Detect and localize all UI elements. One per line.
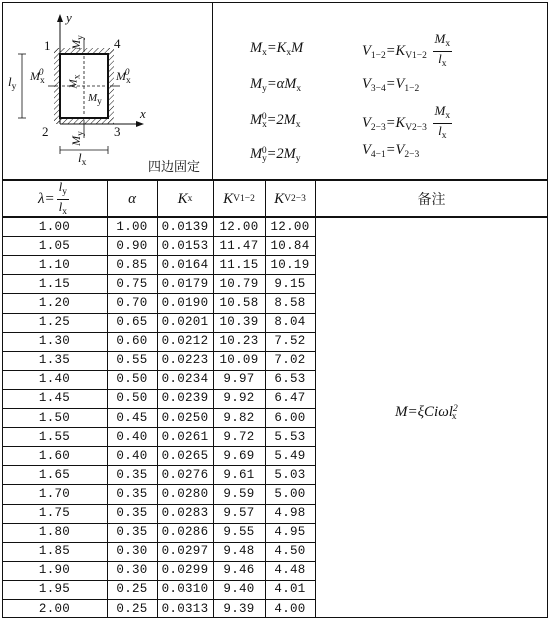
table-cell: 10.84 [270, 238, 310, 253]
table-cell: 4.98 [274, 506, 306, 521]
table-cell: 1.00 [38, 219, 71, 234]
table-cell: 2.00 [38, 601, 71, 616]
table-cell: 10.39 [219, 315, 259, 330]
table-cell: 0.0265 [161, 448, 209, 463]
table-cell: 0.0201 [161, 315, 209, 330]
table-cell: 0.25 [116, 601, 148, 616]
table-cell: 0.30 [116, 563, 148, 578]
table-cell: 6.47 [274, 391, 306, 406]
table-cell: 0.35 [116, 486, 148, 501]
fixed-plate-svg [8, 8, 208, 176]
table-cell: 10.23 [219, 334, 259, 349]
table-cell: 7.02 [274, 353, 306, 368]
formula-my0: $M_y^0=2M_y$ [250, 146, 301, 164]
table-cell: 0.40 [116, 429, 148, 444]
moment-label-my-center: $M_y$ [88, 92, 102, 107]
table-cell: 0.55 [116, 353, 148, 368]
table-cell: 6.00 [274, 410, 306, 425]
table-cell: 9.72 [223, 429, 255, 444]
axis-label-x: x [140, 106, 146, 121]
table-cell: 9.39 [223, 601, 255, 616]
table-cell: 5.03 [274, 467, 306, 482]
table-cell: 1.80 [38, 525, 71, 540]
header-kv23: K V2−3 [274, 190, 306, 207]
table-cell: 0.40 [116, 448, 148, 463]
header-kv12: K V1−2 [223, 190, 255, 207]
table-cell: 10.79 [219, 276, 259, 291]
header-remark: 备注 [417, 192, 446, 208]
moment-label-mx0-left: $M_x^0$ [30, 68, 45, 86]
table-cell: 5.00 [274, 486, 306, 501]
table-cell: 0.0297 [161, 544, 209, 559]
table-cell: 1.65 [38, 467, 71, 482]
table-cell: 0.60 [116, 334, 148, 349]
table-cell: 1.35 [38, 353, 71, 368]
table-cell: 1.45 [38, 391, 71, 406]
table-cell: 8.58 [274, 295, 306, 310]
table-cell: 1.50 [38, 410, 71, 425]
table-cell: 0.0164 [161, 257, 209, 272]
table-cell: 1.55 [38, 429, 71, 444]
table-cell: 0.25 [116, 582, 148, 597]
table-cell: 0.0299 [161, 563, 209, 578]
table-cell: 1.30 [38, 334, 71, 349]
dimension-ly: $l_y$ [8, 74, 17, 92]
table-column-rule [315, 179, 316, 618]
table-cell: 0.30 [116, 544, 148, 559]
table-cell: 9.48 [223, 544, 255, 559]
table-cell: 0.0261 [161, 429, 209, 444]
table-cell: 10.09 [219, 353, 259, 368]
table-cell: 10.19 [270, 257, 310, 272]
formula-v23: $V_{2-3}=K_{V2-3}$ $\frac{M_x}{l_x}$ [362, 103, 451, 141]
table-cell: 1.20 [38, 295, 71, 310]
moment-label-my0-bottom: $M_y$ [68, 131, 86, 146]
table-cell: 0.70 [116, 295, 148, 310]
table-cell: 9.97 [223, 372, 255, 387]
table-cell: 1.95 [38, 582, 71, 597]
table-cell: 1.70 [38, 486, 71, 501]
table-cell: 1.00 [116, 219, 148, 234]
moment-label-my0-top: $M_y$ [68, 35, 86, 50]
top-divider [212, 2, 213, 180]
table-cell: 11.15 [219, 257, 259, 272]
table-cell: 0.0234 [161, 372, 209, 387]
axis-label-y: y [66, 10, 72, 25]
table-cell: 0.35 [116, 467, 148, 482]
header-kx: K x [177, 190, 193, 207]
corner-label-1: 1 [44, 38, 51, 53]
table-cell: 0.0276 [161, 467, 209, 482]
table-cell: 9.59 [223, 486, 255, 501]
table-cell: 0.0223 [161, 353, 209, 368]
table-cell: 12.00 [219, 219, 259, 234]
table-cell: 1.75 [38, 506, 71, 521]
formula-v34: $V_{3-4}=V_{1-2}$ [362, 76, 420, 94]
table-cell: 0.0212 [161, 334, 209, 349]
table-cell: 0.0280 [161, 486, 209, 501]
table-cell: 9.15 [274, 276, 306, 291]
table-cell: 9.55 [223, 525, 255, 540]
table-cell: 1.25 [38, 315, 71, 330]
table-cell: 0.0190 [161, 295, 209, 310]
diagram-caption: 四边固定 [148, 160, 201, 175]
corner-label-4: 4 [114, 36, 121, 51]
table-cell: 1.40 [38, 372, 71, 387]
table-cell: 1.05 [38, 238, 71, 253]
dimension-lx: $l_x$ [78, 150, 87, 168]
table-cell: 0.35 [116, 506, 148, 521]
table-cell: 0.45 [116, 410, 148, 425]
moment-label-mx0-right: $M_x^0$ [116, 68, 131, 86]
table-cell: 9.69 [223, 448, 255, 463]
table-cell: 4.01 [274, 582, 306, 597]
table-cell: 0.50 [116, 391, 148, 406]
table-cell: 1.90 [38, 563, 71, 578]
table-cell: 4.48 [274, 563, 306, 578]
table-cell: 4.00 [274, 601, 306, 616]
table-cell: 7.52 [274, 334, 306, 349]
corner-label-3: 3 [114, 124, 121, 139]
table-cell: 12.00 [270, 219, 310, 234]
table-cell: 9.92 [223, 391, 255, 406]
table-cell: 0.75 [116, 276, 148, 291]
table-cell: 0.65 [116, 315, 148, 330]
header-alpha: α [128, 190, 136, 207]
table-cell: 9.40 [223, 582, 255, 597]
corner-label-2: 2 [42, 124, 49, 139]
remark-formula: M=ξCiωl$^2_x$ [395, 404, 458, 422]
formula-my: $M_y=\alpha M_x$ [250, 76, 302, 94]
table-cell: 0.0310 [161, 582, 209, 597]
formula-v41: $V_{4-1}=V_{2-3}$ [362, 142, 420, 160]
table-cell: 0.0313 [161, 601, 209, 616]
table-cell: 0.0139 [161, 219, 209, 234]
table-cell: 1.10 [38, 257, 71, 272]
table-cell: 8.04 [274, 315, 306, 330]
table-cell: 0.90 [116, 238, 148, 253]
table-cell: 0.0179 [161, 276, 209, 291]
table-cell: 0.0286 [161, 525, 209, 540]
formula-mx: $M_x=K_xM$ [250, 40, 304, 58]
plate-diagram [8, 8, 208, 176]
table-cell: 9.46 [223, 563, 255, 578]
table-cell: 0.0239 [161, 391, 209, 406]
table-cell: 9.61 [223, 467, 255, 482]
table-cell: 1.15 [38, 276, 71, 291]
table-cell: 0.0250 [161, 410, 209, 425]
table-cell: 1.60 [38, 448, 71, 463]
table-cell: 0.35 [116, 525, 148, 540]
table-cell: 5.49 [274, 448, 306, 463]
table-cell: 10.58 [219, 295, 259, 310]
formula-mx0: $M_x^0=2M_x$ [250, 112, 301, 130]
moment-label-mx-center: $M_x$ [67, 74, 83, 89]
table-cell: 6.53 [274, 372, 306, 387]
formula-v12: $V_{1-2}=K_{V1-2}$ $\frac{M_x}{l_x}$ [362, 31, 451, 69]
table-cell: 4.95 [274, 525, 306, 540]
table-cell: 9.57 [223, 506, 255, 521]
table-cell: 9.82 [223, 410, 255, 425]
table-cell: 11.47 [219, 238, 259, 253]
table-cell: 0.50 [116, 372, 148, 387]
table-cell: 5.53 [274, 429, 306, 444]
table-cell: 4.50 [274, 544, 306, 559]
table-cell: 0.85 [116, 257, 148, 272]
header-lambda: λ= $\frac{l_y}{l_x}$ [38, 178, 67, 217]
table-cell: 0.0153 [161, 238, 209, 253]
table-cell: 0.0283 [161, 506, 209, 521]
table-cell: 1.85 [38, 544, 71, 559]
